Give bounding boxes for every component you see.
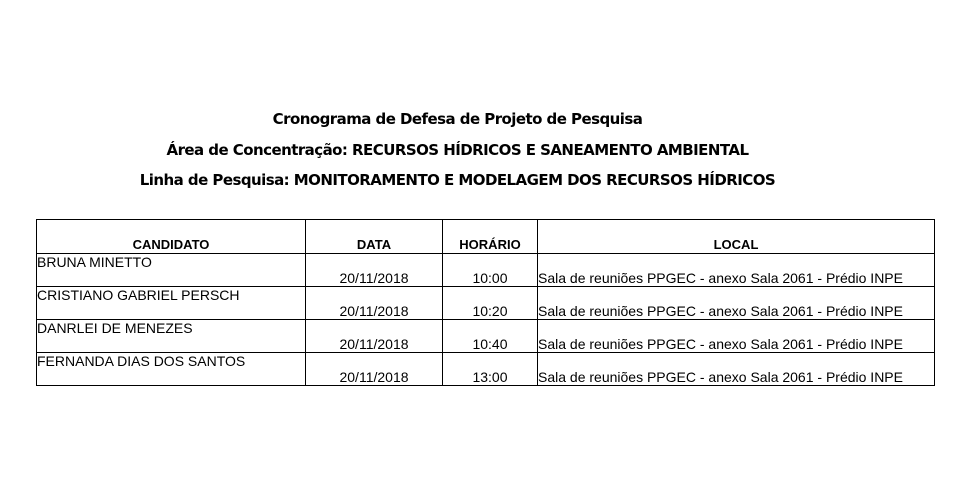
candidate-name: BRUNA MINETTO [37, 254, 306, 287]
column-header-candidato: CANDIDATO [37, 220, 306, 254]
defense-date: 20/11/2018 [306, 320, 443, 353]
table-row [37, 287, 935, 320]
table-row [37, 353, 935, 386]
defense-time: 10:20 [443, 287, 538, 320]
defense-location: Sala de reuniões PPGEC - anexo Sala 2061 - Prédio INPE [538, 254, 935, 287]
column-header-data: DATA [306, 220, 443, 254]
defense-schedule-table [36, 219, 935, 386]
defense-date: 20/11/2018 [306, 353, 443, 386]
defense-time: 10:00 [443, 254, 538, 287]
defense-date: 20/11/2018 [306, 254, 443, 287]
table-row [37, 254, 935, 287]
research-line: Linha de Pesquisa: MONITORAMENTO E MODELAGEM DOS RECURSOS HÍDRICOS [139, 171, 776, 189]
candidate-name: FERNANDA DIAS DOS SANTOS [37, 353, 306, 386]
column-header-local: LOCAL [538, 220, 935, 254]
defense-time: 13:00 [443, 353, 538, 386]
table-header-row [37, 220, 935, 254]
defense-location: Sala de reuniões PPGEC - anexo Sala 2061 - Prédio INPE [538, 353, 935, 386]
defense-location: Sala de reuniões PPGEC - anexo Sala 2061 - Prédio INPE [538, 287, 935, 320]
candidate-name: DANRLEI DE MENEZES [37, 320, 306, 353]
column-header-horario: HORÁRIO [443, 220, 538, 254]
concentration-area: Área de Concentração: RECURSOS HÍDRICOS E SANEAMENTO AMBIENTAL [166, 141, 749, 159]
defense-location: Sala de reuniões PPGEC - anexo Sala 2061 - Prédio INPE [538, 320, 935, 353]
schedule-title: Cronograma de Defesa de Projeto de Pesquisa [272, 110, 643, 128]
candidate-name: CRISTIANO GABRIEL PERSCH [37, 287, 306, 320]
defense-date: 20/11/2018 [306, 287, 443, 320]
table-row [37, 320, 935, 353]
defense-time: 10:40 [443, 320, 538, 353]
